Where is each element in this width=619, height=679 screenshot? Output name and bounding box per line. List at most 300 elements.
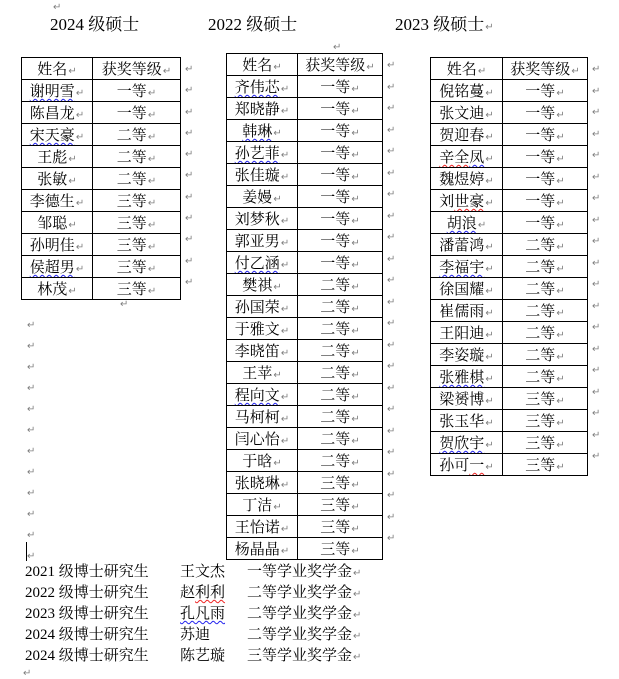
award-grade-cell[interactable]: 一等↵: [298, 76, 383, 98]
pilcrow-mark: ↵: [75, 110, 85, 121]
table-row: [431, 146, 588, 168]
award-grade-cell[interactable]: 二等↵: [298, 450, 383, 472]
award-grade-cell[interactable]: 二等↵: [93, 168, 181, 190]
award-grade-cell[interactable]: 二等↵: [503, 344, 588, 366]
table-row: [227, 450, 383, 472]
row-end-mark: [386, 247, 395, 269]
table-title-2022-masters[interactable]: [208, 10, 297, 35]
award-grade-cell[interactable]: 三等↵: [298, 516, 383, 538]
award-grade-cell[interactable]: 二等↵: [503, 366, 588, 388]
row-end-mark: [386, 462, 395, 484]
award-grade-cell[interactable]: 一等↵: [298, 230, 383, 252]
pilcrow-mark: ↵: [387, 167, 396, 179]
pilcrow-mark: ↵: [592, 236, 601, 247]
pilcrow-mark: ↵: [387, 296, 396, 308]
pilcrow-mark: ↵: [387, 382, 396, 394]
empty-paragraph-mark: [26, 418, 35, 439]
student-name-cell[interactable]: [227, 538, 298, 560]
pilcrow-mark: ↵: [351, 194, 360, 205]
award-grade-cell[interactable]: 二等↵: [298, 406, 383, 428]
student-name-cell[interactable]: [227, 76, 298, 98]
table-row: [431, 344, 588, 366]
award-grade-cell[interactable]: 三等↵: [503, 388, 588, 410]
row-end-mark: [386, 311, 395, 333]
pilcrow-mark: ↵: [280, 436, 290, 447]
spellcheck-flagged-text: 张雅棋: [439, 370, 485, 386]
name-text: 梁赟博: [439, 392, 485, 408]
award-grade-cell[interactable]: 三等↵: [503, 410, 588, 432]
pilcrow-mark: ↵: [75, 242, 85, 253]
award-grade-cell[interactable]: 二等↵: [298, 384, 383, 406]
pilcrow-mark: ↵: [556, 242, 565, 253]
grade-column-header[interactable]: 获奖等级↵: [503, 58, 588, 80]
award-grade-cell[interactable]: 一等↵: [93, 102, 181, 124]
name-column-header[interactable]: 姓名↵: [227, 54, 298, 76]
name-text: 郭亚男: [234, 234, 280, 250]
award-grade-cell[interactable]: 三等↵: [298, 494, 383, 516]
award-table-2024-masters: [21, 57, 181, 300]
row-end-mark: [184, 121, 193, 142]
student-name-cell[interactable]: [431, 300, 503, 322]
row-end-mark: [184, 270, 193, 291]
pilcrow-mark: ↵: [387, 533, 396, 544]
pilcrow-mark: ↵: [592, 64, 601, 75]
pilcrow-mark: ↵: [387, 232, 396, 243]
row-end-mark: [591, 57, 600, 79]
award-grade-cell[interactable]: 二等↵: [503, 300, 588, 322]
student-name-cell[interactable]: [431, 146, 503, 168]
pilcrow-mark: ↵: [185, 170, 194, 182]
pilcrow-mark: ↵: [592, 343, 601, 355]
pilcrow-mark: ↵: [387, 253, 396, 265]
pilcrow-mark: ↵: [273, 370, 282, 381]
award-grade-cell[interactable]: 二等↵: [298, 274, 383, 296]
student-name-cell[interactable]: [22, 256, 93, 278]
pilcrow-mark: ↵: [592, 257, 601, 269]
table-row: [431, 454, 588, 476]
student-name-cell[interactable]: [431, 366, 503, 388]
name-text: 马柯柯: [234, 410, 280, 426]
pilcrow-mark: ↵: [185, 276, 194, 288]
pilcrow-mark: ↵: [185, 149, 194, 161]
pilcrow-mark: ↵: [27, 467, 36, 478]
award-grade-cell[interactable]: 二等↵: [298, 296, 383, 318]
award-grade-cell[interactable]: 二等↵: [93, 146, 181, 168]
student-name-cell[interactable]: [431, 80, 503, 102]
phd-student-name: [180, 646, 247, 667]
student-name-cell[interactable]: [227, 230, 298, 252]
award-grade-cell[interactable]: 二等↵: [298, 362, 383, 384]
student-name-cell[interactable]: [227, 428, 298, 450]
award-grade-cell[interactable]: 一等↵: [298, 164, 383, 186]
name-column-header[interactable]: 姓名↵: [22, 58, 93, 80]
row-end-mark: [591, 122, 600, 144]
pilcrow-mark: ↵: [485, 440, 494, 451]
pilcrow-mark: ↵: [485, 462, 494, 473]
name-text: 王苹: [242, 366, 273, 382]
award-grade-cell[interactable]: 三等↵: [93, 278, 181, 300]
student-name-cell[interactable]: [227, 384, 298, 406]
table-row: [227, 296, 383, 318]
pilcrow-mark: ↵: [485, 264, 494, 275]
name-text: 苏迪: [180, 627, 211, 643]
award-grade-cell[interactable]: 三等↵: [298, 472, 383, 494]
student-name-cell[interactable]: [227, 516, 298, 538]
student-name-cell[interactable]: [431, 124, 503, 146]
name-text: 樊祺: [242, 278, 273, 294]
pilcrow-mark: ↵: [75, 264, 85, 275]
pilcrow-mark: ↵: [351, 392, 360, 403]
student-name-cell[interactable]: [431, 212, 503, 234]
pilcrow-mark: ↵: [185, 213, 194, 225]
pilcrow-mark: ↵: [387, 404, 396, 415]
pilcrow-mark: ↵: [162, 66, 172, 77]
row-end-mark: [386, 161, 395, 183]
name-text: 李姿璇: [439, 348, 485, 364]
row-end-marks: [386, 53, 395, 548]
pilcrow-mark: ↵: [27, 320, 36, 331]
pilcrow-mark: ↵: [147, 88, 157, 99]
table-row: [22, 212, 181, 234]
student-name-cell[interactable]: [227, 164, 298, 186]
pilcrow-mark: ↵: [485, 198, 494, 209]
row-end-mark: [386, 225, 395, 247]
phd-year-label: 2021 级博士研究生: [25, 564, 149, 580]
spellcheck-flagged-text: 齐伟芯: [234, 80, 280, 96]
pilcrow-mark: ↵: [27, 488, 36, 499]
table-row: [431, 256, 588, 278]
table-row: [227, 76, 383, 98]
name-text: 张佳璇: [234, 168, 280, 184]
table-title-2024-masters[interactable]: [50, 10, 139, 35]
award-grade-cell[interactable]: 三等↵: [93, 234, 181, 256]
pilcrow-mark: ↵: [27, 509, 36, 520]
pilcrow-mark: ↵: [147, 110, 157, 121]
award-grade-cell[interactable]: 一等↵: [503, 124, 588, 146]
student-name-cell[interactable]: [431, 388, 503, 410]
row-end-mark: [386, 333, 395, 355]
row-end-mark: [386, 376, 395, 398]
table-row: [431, 80, 588, 102]
pilcrow-mark: ↵: [147, 176, 157, 187]
pilcrow-mark: ↵: [556, 462, 565, 473]
pilcrow-mark: ↵: [556, 286, 565, 297]
table-row: [431, 278, 588, 300]
pilcrow-mark: ↵: [556, 110, 565, 121]
table-title-2023-masters[interactable]: [395, 10, 494, 35]
pilcrow-mark: ↵: [353, 568, 362, 579]
row-end-mark: [591, 165, 600, 187]
table-row: [22, 234, 181, 256]
table-row: [227, 230, 383, 252]
table-row: [431, 388, 588, 410]
student-name-cell[interactable]: [431, 432, 503, 454]
pilcrow-mark: ↵: [351, 282, 360, 293]
student-name-cell[interactable]: [431, 256, 503, 278]
pilcrow-mark: ↵: [280, 238, 290, 249]
pilcrow-mark: ↵: [485, 176, 494, 187]
phd-student-name: [180, 583, 247, 604]
student-name-cell[interactable]: [227, 208, 298, 230]
table-row: [227, 494, 383, 516]
student-name-cell[interactable]: [227, 450, 298, 472]
name-text: 张敏: [37, 172, 68, 188]
name-column-header[interactable]: 姓名↵: [431, 58, 503, 80]
spellcheck-flagged-text: 辛全: [439, 150, 470, 166]
award-grade-cell[interactable]: 一等↵: [298, 142, 383, 164]
pilcrow-mark: ↵: [147, 286, 157, 297]
row-end-mark: [591, 401, 600, 423]
pilcrow-mark: ↵: [592, 322, 601, 333]
award-grade-cell[interactable]: 一等↵: [503, 190, 588, 212]
row-end-mark: [386, 75, 395, 97]
student-name-cell[interactable]: [22, 146, 93, 168]
pilcrow-mark: ↵: [387, 81, 396, 93]
row-end-mark: [386, 397, 395, 419]
pilcrow-mark: ↵: [477, 220, 487, 231]
award-grade-cell[interactable]: 一等↵: [503, 168, 588, 190]
award-grade-cell[interactable]: 二等↵: [298, 428, 383, 450]
student-name-cell[interactable]: [22, 80, 93, 102]
pilcrow-mark: ↵: [556, 396, 565, 407]
row-end-mark: [386, 204, 395, 226]
grade-column-header[interactable]: 获奖等级↵: [298, 54, 383, 76]
student-name-cell[interactable]: [22, 124, 93, 146]
pilcrow-mark: ↵: [351, 260, 360, 271]
pilcrow-mark: ↵: [280, 84, 290, 95]
row-end-mark: [184, 100, 193, 121]
phd-award-label: 二等学业奖学金↵: [247, 627, 362, 643]
row-end-mark: [386, 526, 395, 548]
award-grade-cell[interactable]: 一等↵: [298, 186, 383, 208]
pilcrow-mark: ↵: [273, 194, 282, 205]
student-name-cell[interactable]: [431, 278, 503, 300]
pilcrow-mark: ↵: [387, 468, 396, 480]
spellcheck-flagged-text: 程向文: [234, 388, 280, 404]
pilcrow-mark: ↵: [387, 361, 396, 372]
name-text: 郑晓静: [234, 102, 280, 118]
table-row: [431, 432, 588, 454]
pilcrow-mark: ↵: [280, 216, 290, 227]
phd-award-line[interactable]: [25, 604, 361, 625]
student-name-cell[interactable]: [227, 472, 298, 494]
student-name-cell[interactable]: [227, 142, 298, 164]
pilcrow-mark: ↵: [280, 172, 290, 183]
pilcrow-mark: ↵: [351, 348, 360, 359]
pilcrow-mark: ↵: [280, 150, 290, 161]
pilcrow-mark: ↵: [592, 279, 601, 290]
student-name-cell[interactable]: [227, 296, 298, 318]
pilcrow-mark: ↵: [592, 386, 601, 398]
student-name-cell[interactable]: [227, 186, 298, 208]
pilcrow-mark: ↵: [273, 282, 282, 293]
phd-award-label: 二等学业奖学金↵: [247, 585, 362, 601]
award-grade-cell[interactable]: 一等↵: [503, 80, 588, 102]
phd-student-name: [180, 625, 247, 646]
student-name-cell[interactable]: [431, 344, 503, 366]
student-name-cell[interactable]: [227, 494, 298, 516]
phd-award-line[interactable]: [25, 583, 361, 604]
table-row: [227, 120, 383, 142]
pilcrow-mark: ↵: [75, 198, 85, 209]
pilcrow-mark: ↵: [366, 62, 375, 73]
phd-award-line[interactable]: [25, 562, 361, 583]
table-row: [227, 516, 383, 538]
title-text: 2022 级硕士: [208, 15, 298, 34]
empty-paragraph-marks: [26, 313, 35, 565]
student-name-cell[interactable]: [431, 190, 503, 212]
row-end-mark: [591, 358, 600, 380]
pilcrow-mark: ↵: [387, 210, 396, 222]
name-text: 孙可: [439, 458, 470, 474]
spellcheck-flagged-text: 孔凡雨: [180, 606, 226, 622]
pilcrow-mark: ↵: [353, 631, 362, 642]
row-end-mark: [591, 143, 600, 165]
title-text: 2023 级硕士: [395, 15, 485, 34]
pilcrow-mark: ↵: [280, 260, 290, 271]
pilcrow-mark: ↵: [27, 551, 36, 562]
pilcrow-mark: ↵: [333, 42, 342, 53]
phd-award-line[interactable]: [25, 646, 361, 667]
award-grade-cell[interactable]: 三等↵: [93, 212, 181, 234]
row-end-mark: [591, 186, 600, 208]
pilcrow-mark: ↵: [27, 383, 36, 394]
student-name-cell[interactable]: [22, 278, 93, 300]
empty-paragraph-mark: [26, 334, 35, 355]
phd-student-name: [180, 562, 247, 583]
award-grade-cell[interactable]: 二等↵: [503, 234, 588, 256]
row-end-mark: [386, 139, 395, 161]
table-row: [227, 252, 383, 274]
student-name-cell[interactable]: [227, 318, 298, 340]
table-row: [431, 410, 588, 432]
student-name-cell[interactable]: [22, 234, 93, 256]
student-name-cell[interactable]: [22, 190, 93, 212]
empty-paragraph-mark: [26, 397, 35, 418]
award-grade-cell[interactable]: 三等↵: [503, 454, 588, 476]
name-text: 李德生: [29, 194, 75, 210]
award-grade-cell[interactable]: 二等↵: [93, 124, 181, 146]
award-grade-cell[interactable]: 三等↵: [503, 432, 588, 454]
pilcrow-mark: ↵: [68, 220, 77, 231]
student-name-cell[interactable]: [431, 168, 503, 190]
table-row: [431, 300, 588, 322]
row-end-mark: [386, 440, 395, 462]
pilcrow-mark: ↵: [351, 216, 360, 227]
student-name-cell[interactable]: [431, 102, 503, 124]
award-grade-cell[interactable]: 一等↵: [298, 252, 383, 274]
student-name-cell[interactable]: [227, 274, 298, 296]
award-grade-cell[interactable]: 一等↵: [503, 102, 588, 124]
award-grade-cell[interactable]: 一等↵: [298, 120, 383, 142]
student-name-cell[interactable]: [431, 410, 503, 432]
award-grade-cell[interactable]: 一等↵: [503, 212, 588, 234]
grade-column-header[interactable]: 获奖等级↵: [93, 58, 181, 80]
award-grade-cell[interactable]: 三等↵: [93, 256, 181, 278]
pilcrow-mark: ↵: [147, 198, 157, 209]
pilcrow-mark: ↵: [351, 414, 360, 425]
row-end-mark: [184, 78, 193, 99]
text-cursor: [26, 542, 27, 561]
table-row: [227, 384, 383, 406]
award-grade-cell[interactable]: 二等↵: [503, 256, 588, 278]
table-row: [227, 98, 383, 120]
award-grade-cell[interactable]: 一等↵: [503, 146, 588, 168]
phd-year-label: 2024 级博士研究生: [25, 648, 149, 664]
empty-paragraph-mark: [26, 313, 35, 334]
pilcrow-mark: ↵: [387, 318, 396, 329]
student-name-cell[interactable]: [227, 340, 298, 362]
pilcrow-mark: ↵: [556, 308, 565, 319]
spellcheck-flagged-text: 宋天豪: [29, 128, 75, 144]
pilcrow-mark: ↵: [351, 436, 360, 447]
phd-award-label: 三等学业奖学金↵: [247, 648, 362, 664]
award-grade-cell[interactable]: 一等↵: [298, 208, 383, 230]
pilcrow-mark: ↵: [556, 132, 565, 143]
phd-award-line[interactable]: [25, 625, 361, 646]
pilcrow-mark: ↵: [592, 408, 601, 419]
empty-paragraph-mark: [26, 460, 35, 481]
award-grade-cell[interactable]: 一等↵: [298, 98, 383, 120]
pilcrow-mark: ↵: [147, 264, 157, 275]
student-name-cell[interactable]: [227, 98, 298, 120]
row-end-mark: [386, 505, 395, 527]
name-text: 王怡诺: [234, 520, 280, 536]
award-grade-cell[interactable]: 一等↵: [93, 80, 181, 102]
header-row: [22, 58, 181, 80]
pilcrow-mark: ↵: [592, 451, 601, 462]
student-name-cell[interactable]: [227, 406, 298, 428]
student-name-cell[interactable]: [431, 234, 503, 256]
pilcrow-mark: ↵: [351, 84, 360, 95]
award-grade-cell[interactable]: 二等↵: [503, 322, 588, 344]
pilcrow-mark: ↵: [185, 64, 194, 75]
student-name-cell[interactable]: [22, 212, 93, 234]
pilcrow-mark: ↵: [280, 414, 290, 425]
award-table-2022-masters: [226, 53, 383, 560]
row-end-mark: [184, 206, 193, 227]
name-text: 孙明佳: [29, 238, 75, 254]
pilcrow-mark: ↵: [351, 304, 360, 315]
row-end-mark: [386, 118, 395, 140]
student-name-cell[interactable]: [227, 362, 298, 384]
pilcrow-mark: ↵: [485, 286, 494, 297]
award-grade-cell[interactable]: 二等↵: [503, 278, 588, 300]
spellcheck-flagged-text: 一: [469, 458, 485, 474]
award-grade-cell[interactable]: 三等↵: [93, 190, 181, 212]
student-name-cell[interactable]: [431, 322, 503, 344]
phd-year-label: 2022 级博士研究生: [25, 585, 149, 601]
student-name-cell[interactable]: [22, 168, 93, 190]
award-grade-cell[interactable]: 二等↵: [298, 318, 383, 340]
award-grade-cell[interactable]: 三等↵: [298, 538, 383, 560]
row-end-mark: [591, 294, 600, 316]
pilcrow-mark: ↵: [147, 242, 157, 253]
pilcrow-mark: ↵: [477, 66, 487, 77]
table-row: [431, 124, 588, 146]
spellcheck-flagged-text: 贺欣宇: [439, 436, 485, 452]
student-name-cell[interactable]: [431, 454, 503, 476]
pilcrow-mark: ↵: [485, 22, 494, 33]
pilcrow-mark: ↵: [556, 418, 565, 429]
pilcrow-mark: ↵: [592, 300, 601, 312]
student-name-cell[interactable]: [227, 120, 298, 142]
award-grade-cell[interactable]: 二等↵: [298, 340, 383, 362]
pilcrow-mark: ↵: [185, 127, 194, 139]
student-name-cell[interactable]: [227, 252, 298, 274]
student-name-cell[interactable]: [22, 102, 93, 124]
row-end-mark: [591, 423, 600, 445]
